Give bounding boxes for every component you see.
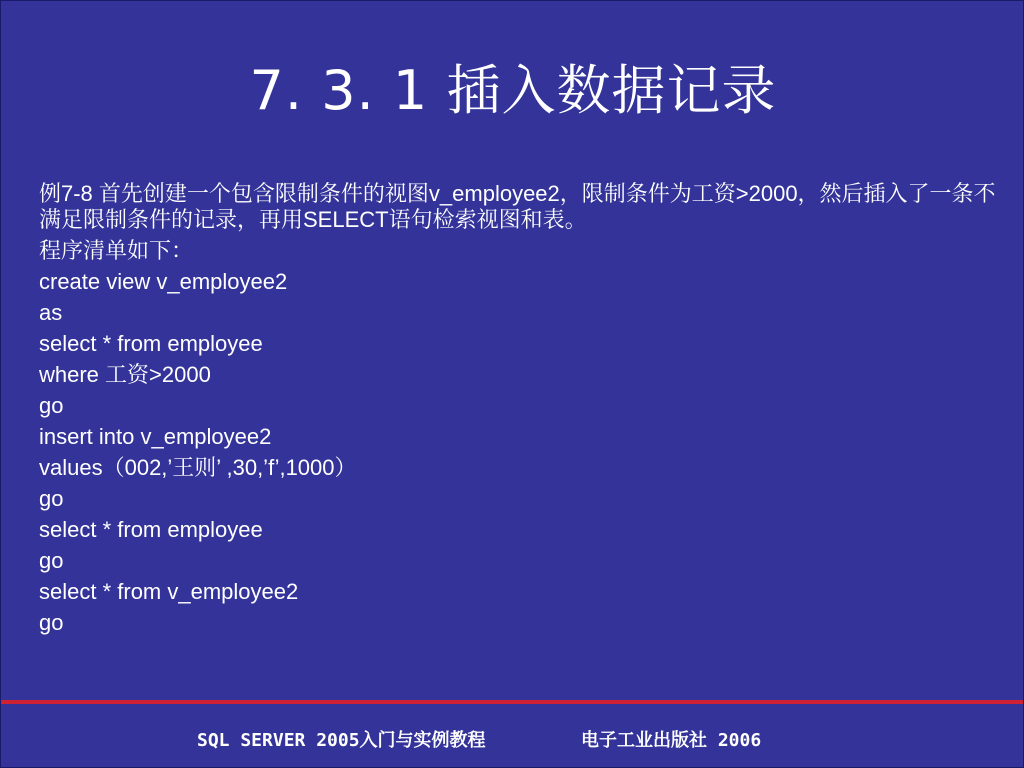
program-heading: 程序清单如下：	[39, 238, 194, 263]
code-line: select * from employee	[39, 517, 263, 542]
code-line: where 工资>2000	[39, 362, 211, 387]
code-line: insert into v_employee2	[39, 424, 272, 449]
code-line: go	[39, 610, 64, 635]
code-line: go	[39, 393, 64, 418]
footer-publisher: 电子工业出版社 2006	[581, 730, 762, 751]
code-line: go	[39, 486, 64, 511]
footer	[1, 704, 1024, 768]
code-line: go	[39, 548, 64, 573]
slide-title: 7. 3. 1 插入数据记录	[249, 59, 777, 122]
code-line: create view v_employee2	[39, 269, 288, 294]
slide-content	[39, 181, 999, 638]
code-line: select * from employee	[39, 331, 263, 356]
code-line: values（002,’王则’ ,30,’f’,1000）	[39, 455, 357, 480]
code-line: as	[39, 300, 63, 325]
example-intro: 例7-8 首先创建一个包含限制条件的视图v_employee2，限制条件为工资>2000，然后插入了一条不满足限制条件的记录，再用SELECT语句检索视图和表。	[39, 181, 996, 232]
footer-book-title: SQL SERVER 2005入门与实例教程	[197, 730, 486, 751]
code-line: select * from v_employee2	[39, 579, 299, 604]
